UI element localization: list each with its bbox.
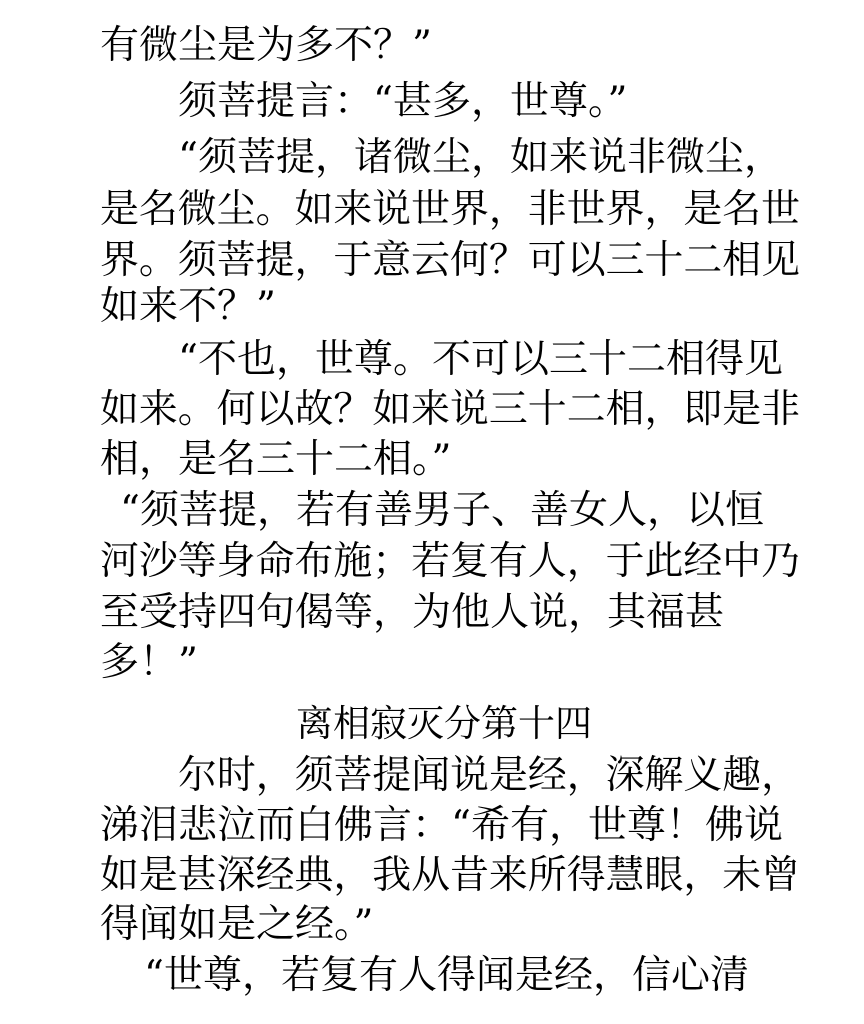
text-line: 相，是名三十二相。” [100,437,452,482]
text-line: 须菩提言：“甚多，世尊。” [178,79,628,124]
text-line: 尔时，须菩提闻说是经，深解义趣， [178,753,801,798]
text-line: 有微尘是为多不？” [100,23,432,68]
text-line: 河沙等身命布施；若复有人，于此经中乃 [100,539,801,584]
text-line: 是名微尘。如来说世界，非世界，是名世 [100,187,801,232]
text-line: 如是甚深经典，我从昔来所得慧眼，未曾 [100,853,801,898]
text-line: 界。须菩提，于意云何？可以三十二相见 [100,238,801,283]
text-line: 多！” [100,640,198,685]
text-line: 至受持四句偈等，为他人说，其福甚 [100,590,725,635]
text-line: “世尊，若复有人得闻是经，信心清 [144,953,749,998]
section-heading: 离相寂灭分第十四 [296,702,592,745]
text-line: 得闻如是之经。” [100,902,374,947]
text-line: “不也，世尊。不可以三十二相得见 [178,337,783,382]
text-line: “须菩提，诸微尘，如来说非微尘， [178,135,783,180]
text-line: “须菩提，若有善男子、善女人，以恒 [120,488,764,533]
text-line: 如来不？” [100,284,276,329]
text-line: 如来。何以故？如来说三十二相，即是非 [100,387,801,432]
text-line: 涕泪悲泣而白佛言：“希有，世尊！佛说 [100,803,783,848]
